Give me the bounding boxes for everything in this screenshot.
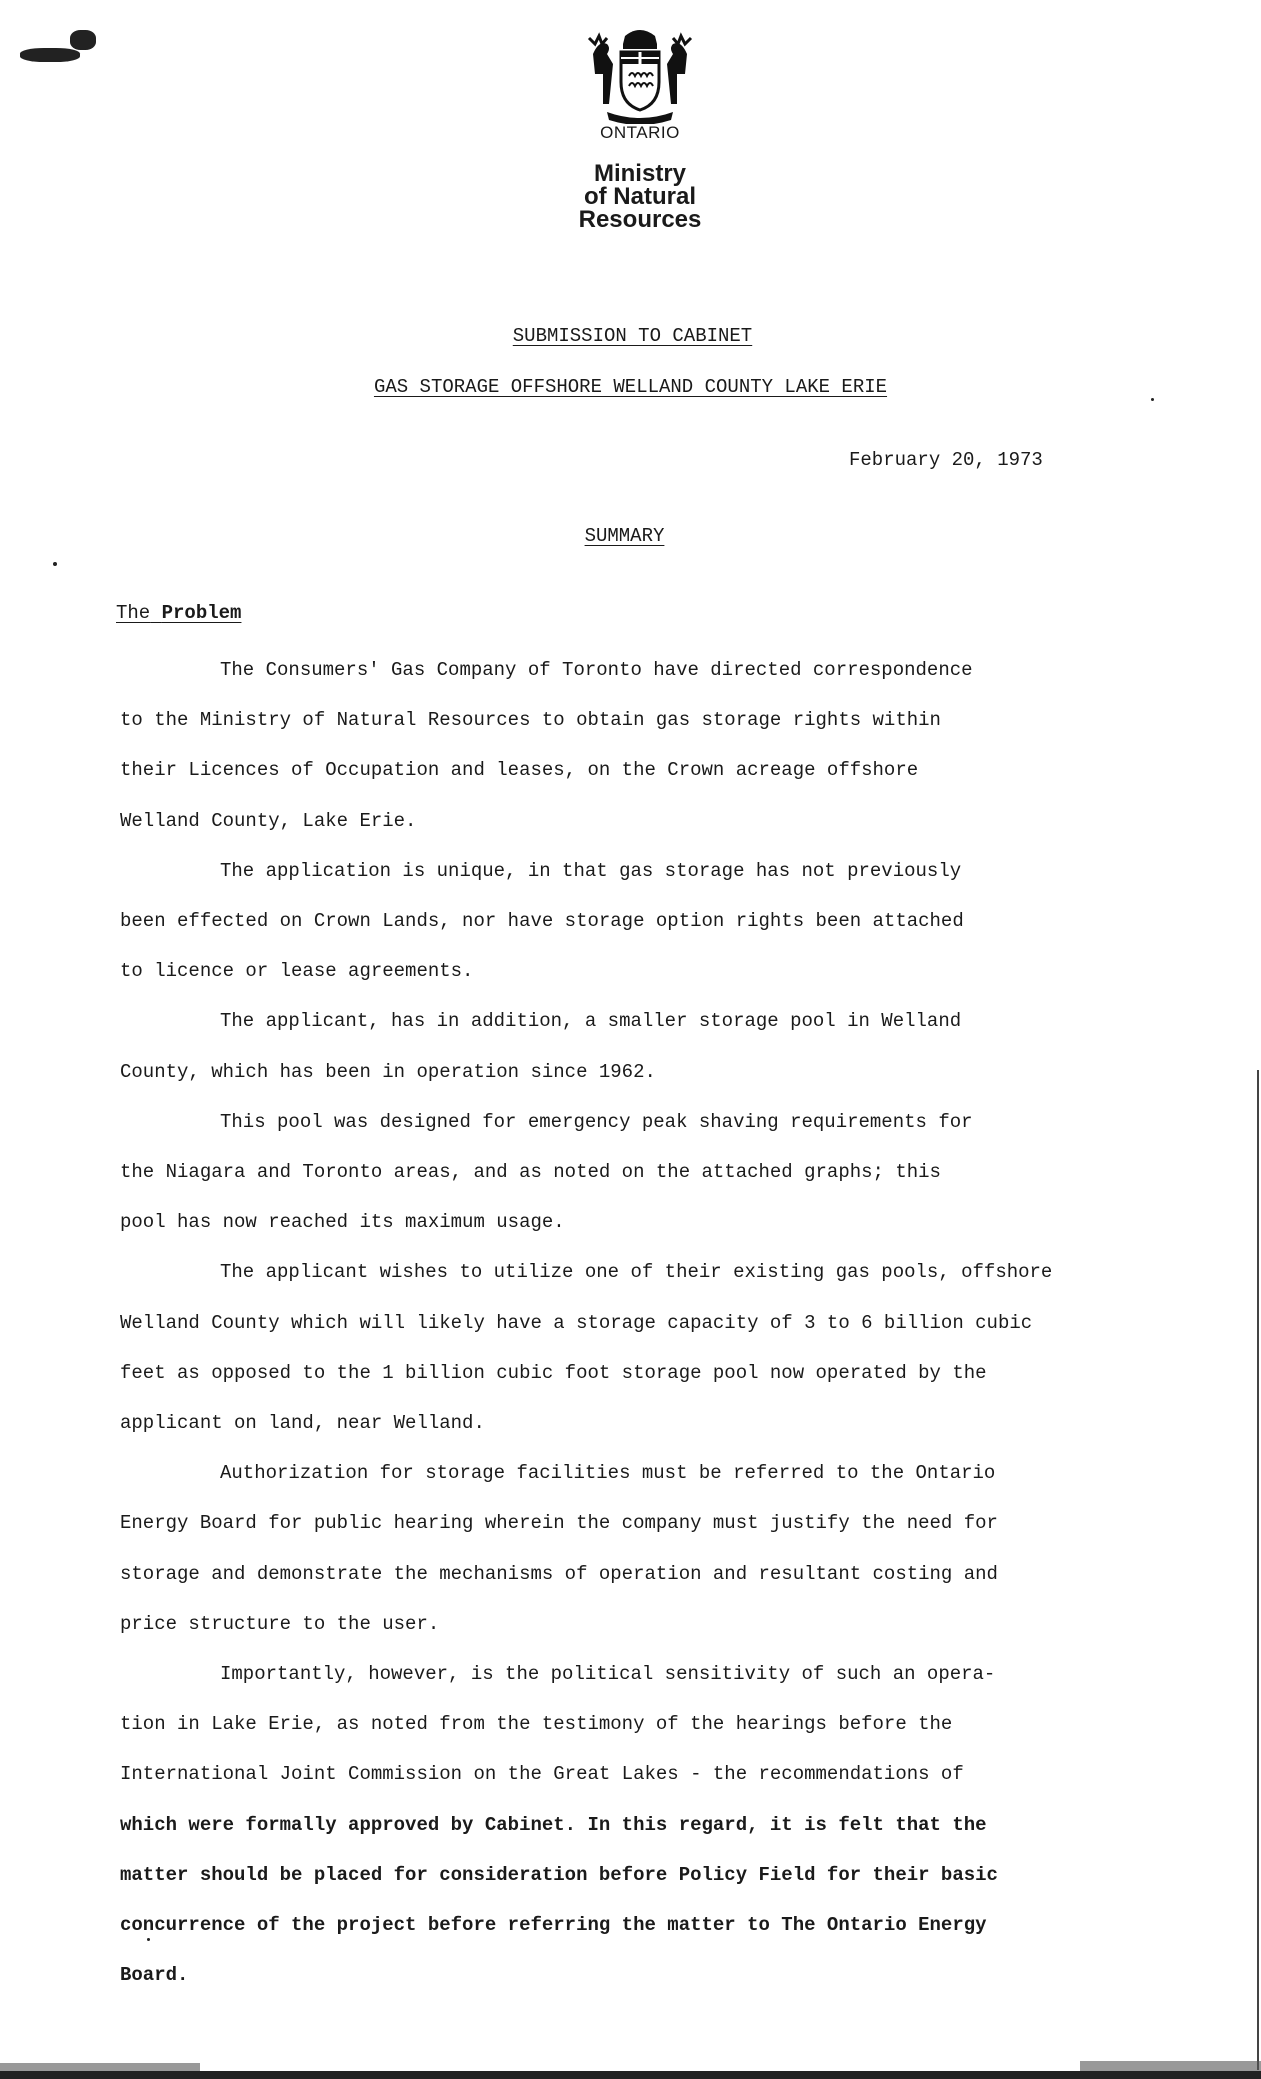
section-heading-text: SUMMARY bbox=[584, 525, 665, 547]
paragraph-line: pool has now reached its maximum usage. bbox=[120, 1211, 565, 1234]
ministry-line: of Natural bbox=[583, 183, 696, 210]
paragraph-line: Welland County which will likely have a storage capacity of 3 to 6 billion cubic bbox=[120, 1311, 1033, 1334]
paragraph-line: International Joint Commission on the Great Lakes - the recommendations of bbox=[120, 1763, 964, 1786]
paragraph-line: County, which has been in operation since 1962. bbox=[120, 1060, 656, 1083]
paragraph bbox=[120, 1649, 1150, 2000]
body-text bbox=[120, 645, 1150, 2000]
paragraph-line: The Consumers' Gas Company of Toronto have directed correspondence bbox=[220, 659, 973, 681]
paragraph-line: Importantly, however, is the political sensitivity of such an opera- bbox=[220, 1663, 996, 1686]
document-date: February 20, 1973 bbox=[849, 449, 1043, 471]
paragraph-line: tion in Lake Erie, as noted from the testimony of the hearings before the bbox=[120, 1713, 953, 1736]
paragraph-line: feet as opposed to the 1 billion cubic foot storage pool now operated by the bbox=[120, 1361, 987, 1384]
document-title bbox=[2, 325, 1261, 347]
document-title-text: SUBMISSION TO CABINET bbox=[512, 325, 753, 347]
province-label: ONTARIO bbox=[600, 123, 680, 142]
paragraph-line: The applicant, has in addition, a smaller storage pool in Welland bbox=[220, 1010, 962, 1033]
paragraph-line: which were formally approved by Cabinet. In this regard, it is felt that the bbox=[120, 1813, 987, 1836]
problem-heading-prefix: The bbox=[116, 602, 151, 624]
paragraph-line: Energy Board for public hearing wherein the company must justify the need for bbox=[120, 1512, 998, 1535]
ministry-line: Resources bbox=[578, 206, 702, 233]
problem-heading-text bbox=[116, 602, 241, 624]
problem-heading-word: Problem bbox=[161, 602, 242, 624]
scan-speck bbox=[1151, 398, 1154, 401]
paragraph-line: Board. bbox=[120, 1964, 189, 1987]
paragraph-line: This pool was designed for emergency peak shaving requirements for bbox=[220, 1110, 973, 1133]
scan-speck bbox=[70, 30, 96, 50]
scan-speck bbox=[20, 48, 80, 62]
paragraph bbox=[120, 846, 1150, 997]
paragraph-line: applicant on land, near Welland. bbox=[120, 1412, 485, 1435]
paragraph-line: their Licences of Occupation and leases, on the Crown acreage offshore bbox=[120, 759, 919, 782]
document-subtitle-text: GAS STORAGE OFFSHORE WELLAND COUNTY LAKE ERIE bbox=[373, 376, 888, 398]
ontario-coat-of-arms-icon bbox=[585, 24, 695, 124]
paragraph bbox=[120, 1448, 1150, 1649]
document-subtitle bbox=[0, 376, 1261, 398]
scan-speck bbox=[53, 562, 57, 566]
scan-bottom-noise bbox=[0, 2055, 1261, 2079]
section-heading bbox=[0, 525, 1255, 547]
paragraph-line: to licence or lease agreements. bbox=[120, 960, 474, 983]
paragraph-line: The applicant wishes to utilize one of their existing gas pools, offshore bbox=[220, 1261, 1053, 1284]
paragraph-line: concurrence of the project before referring the matter to The Ontario Energy bbox=[120, 1914, 987, 1937]
paragraph bbox=[120, 645, 1150, 846]
paragraph-line: to the Ministry of Natural Resources to obtain gas storage rights within bbox=[120, 709, 941, 732]
paragraph-line: Welland County, Lake Erie. bbox=[120, 809, 417, 832]
ministry-line: Ministry bbox=[593, 160, 686, 187]
paragraph-line: Authorization for storage facilities must be referred to the Ontario bbox=[220, 1462, 996, 1485]
scan-edge bbox=[1257, 1070, 1259, 2070]
paragraph-line: matter should be placed for consideration before Policy Field for their basic bbox=[120, 1863, 998, 1886]
paragraph-line: storage and demonstrate the mechanisms of operation and resultant costing and bbox=[120, 1562, 998, 1585]
paragraph-line: been effected on Crown Lands, nor have storage option rights been attached bbox=[120, 910, 964, 933]
scan-speck bbox=[147, 1938, 150, 1941]
paragraph-line: The application is unique, in that gas storage has not previously bbox=[220, 859, 962, 882]
paragraph-line: the Niagara and Toronto areas, and as noted on the attached graphs; this bbox=[120, 1161, 941, 1184]
ministry-name bbox=[540, 162, 740, 231]
problem-heading bbox=[116, 602, 241, 624]
paragraph bbox=[120, 1247, 1150, 1448]
paragraph-line: price structure to the user. bbox=[120, 1612, 440, 1635]
paragraph bbox=[120, 996, 1150, 1096]
paragraph bbox=[120, 1097, 1150, 1248]
